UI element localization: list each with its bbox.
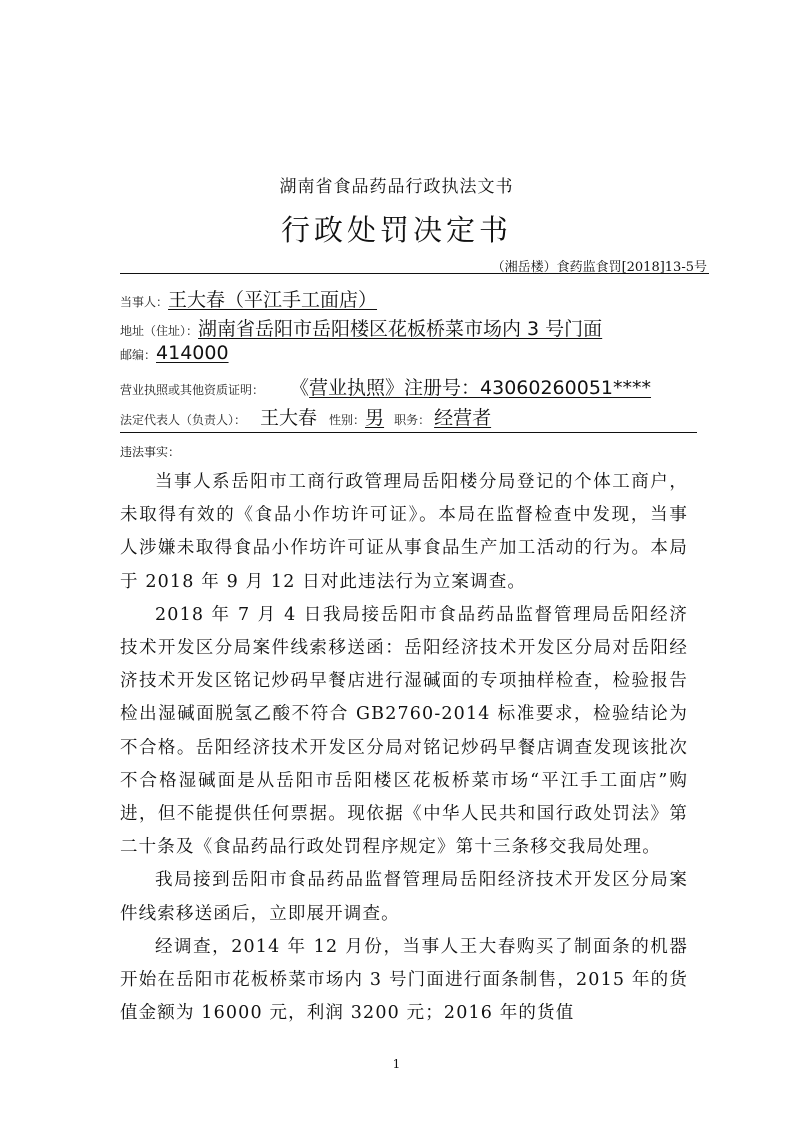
license-label: 营业执照或其他资质证明： [120,383,265,397]
legal-rep-label: 法定代表人（负责人）： [120,413,247,427]
party-value: 王大春（平江手工面店） [168,289,378,311]
postcode-row [120,342,229,364]
license-row [120,373,651,400]
facts-body [120,466,688,1030]
header-divider [120,273,709,274]
position-value: 经营者 [434,407,492,429]
facts-paragraph: 经调查，2014 年 12 月份，当事人王大春购买了制面条的机器开始在岳阳市花板桥菜市场内 3 号门面进行面条制售，2015 年的货值金额为 16000 元，利润 3200 元；2016 年的货值 [120,936,688,1024]
facts-paragraph: 2018 年 7 月 4 日我局接岳阳市食品药品监督管理局岳阳经济技术开发区分局案件线索移送函：岳阳经济技术开发区分局对岳阳经济技术开发区铭记炒码早餐店进行湿碱面的专项抽样检查，检验报告检出湿碱面脱氢乙酸不符合 GB2760-2014 标准要求，检验结论为不合格。岳阳经济技术开发区分局对铭记炒码早餐店调查发现该批次不合格湿碱面是从岳阳市岳阳楼区花板桥菜市场“平江手工面店”购进，但不能提供任何票据。现依据《中华人民共和国行政处罚法》第二十条及《食品药品行政处罚程序规定》第十三条移交我局处理。 [120,604,688,858]
address-value: 湖南省岳阳市岳阳楼区花板桥菜市场内 3 号门面 [198,318,603,340]
gender-value: 男 [365,407,385,429]
license-value: 营业执照》注册号：43060260051**** [309,377,652,399]
address-row [120,314,602,341]
facts-paragraph: 我局接到岳阳市食品药品监督管理局岳阳经济技术开发区分局案件线索移送函后，立即展开调查。 [120,870,688,924]
postcode-label: 邮编： [120,348,157,362]
facts-paragraph: 当事人系岳阳市工商行政管理局岳阳楼分局登记的个体工商户，未取得有效的《食品小作坊许可证》。本局在监督检查中发现，当事人涉嫌未取得食品小作坊许可证从事食品生产加工活动的行为。本局于 2018 年 9 月 12 日对此违法行为立案调查。 [120,472,688,592]
party-label: 当事人： [120,295,169,309]
document-number: （湘岳楼）食药监食罚[2018]13-5号 [491,260,707,275]
facts-label: 违法事实： [120,445,181,459]
legal-representative-row [120,403,491,430]
postcode-value: 414000 [156,342,229,364]
address-label: 地址（住址）： [120,324,199,338]
gender-label: 性别： [329,413,366,427]
section-divider [120,432,697,433]
license-prefix: 《 [290,377,310,399]
agency-title: 湖南省食品药品行政执法文书 [279,177,514,197]
legal-rep-value: 王大春 [260,407,318,429]
position-label: 职务： [394,413,431,427]
page-number: 1 [392,1057,401,1071]
party-row [120,285,377,312]
document-title: 行政处罚决定书 [280,213,512,247]
